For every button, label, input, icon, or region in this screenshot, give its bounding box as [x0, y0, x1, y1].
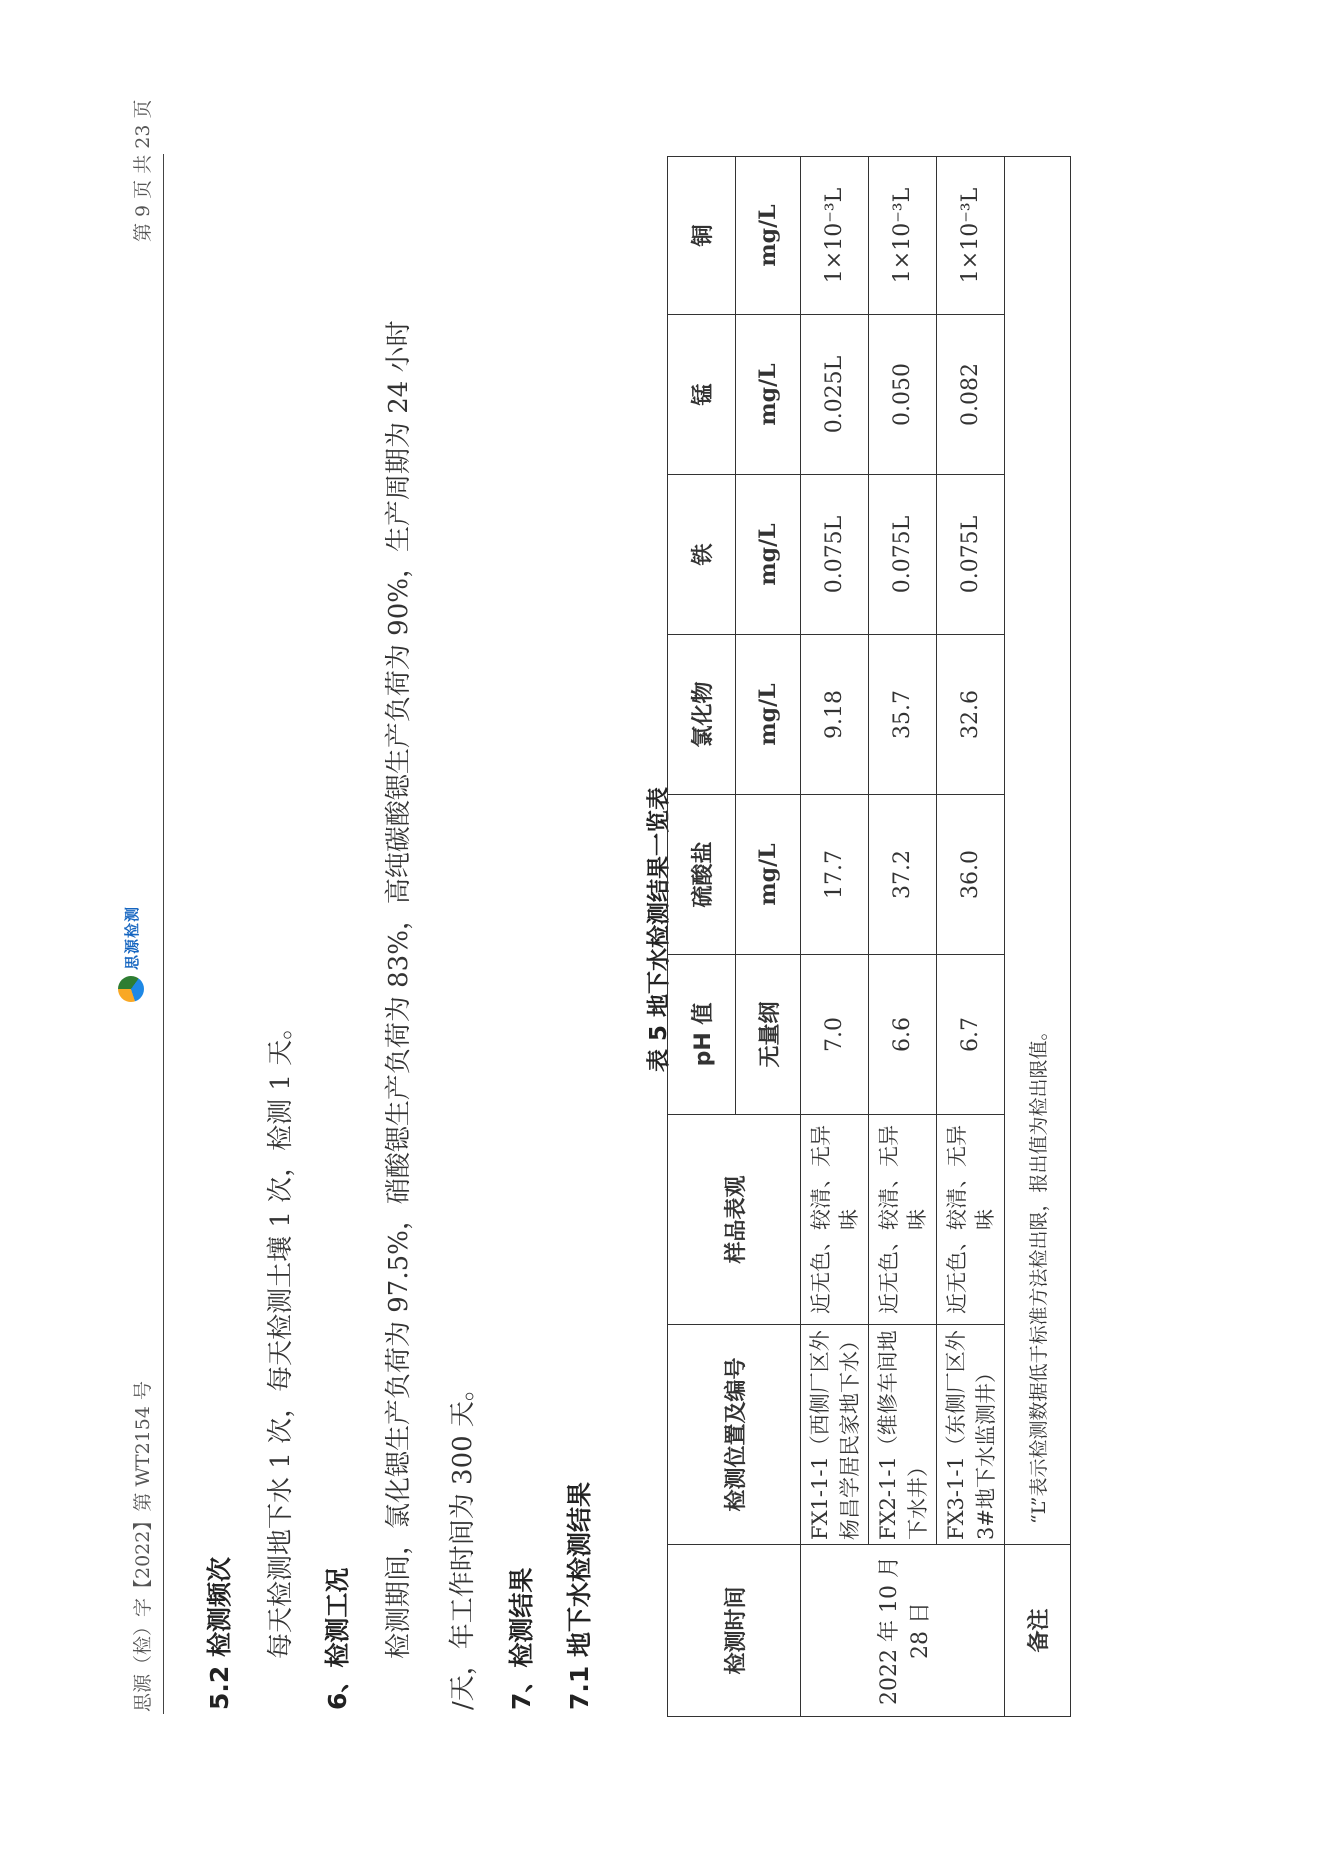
header-location: 检测位置及编号 — [668, 1325, 801, 1545]
section-5-2-title: 5.2 检测频次 — [205, 1557, 234, 1710]
header-copper: 铜 — [668, 157, 736, 315]
sample-appearance: 近无色、较清、无异味 — [801, 1115, 869, 1325]
sample-location: FX2-1-1（维修车间地下水井） — [869, 1325, 937, 1545]
value-chloride: 9.18 — [801, 635, 869, 795]
value-manganese: 0.025L — [801, 315, 869, 475]
value-sulfate: 17.7 — [801, 795, 869, 955]
value-chloride: 32.6 — [937, 635, 1005, 795]
header-sulfate: 硫酸盐 — [668, 795, 736, 955]
unit-copper: mg/L — [736, 157, 801, 315]
unit-manganese: mg/L — [736, 315, 801, 475]
section-6-title: 6、检测工况 — [323, 1567, 352, 1710]
table-row — [801, 157, 869, 1717]
unit-ph: 无量纲 — [736, 955, 801, 1115]
value-iron: 0.075L — [869, 475, 937, 635]
section-7-1-title: 7.1 地下水检测结果 — [565, 1482, 594, 1710]
table-row — [937, 157, 1005, 1717]
header-time: 检测时间 — [668, 1545, 801, 1717]
unit-iron: mg/L — [736, 475, 801, 635]
report-number: 思源（检）字【2022】第 WT2154 号 — [132, 1381, 154, 1712]
value-ph: 7.0 — [801, 955, 869, 1115]
value-sulfate: 36.0 — [937, 795, 1005, 955]
header-divider — [163, 154, 164, 1714]
unit-chloride: mg/L — [736, 635, 801, 795]
sample-appearance: 近无色、较清、无异味 — [937, 1115, 1005, 1325]
value-ph: 6.7 — [937, 955, 1005, 1115]
value-copper: 1×10⁻³L — [937, 157, 1005, 315]
groundwater-results-table — [667, 156, 1071, 1717]
note-text: “L”表示检测数据低于标准方法检出限，报出值为检出限值。 — [1005, 157, 1071, 1545]
table-row — [869, 157, 937, 1717]
page-number: 第 9 页 共 23 页 — [132, 99, 154, 242]
sample-date: 2022 年 10 月 28 日 — [801, 1545, 1005, 1717]
section-7-title: 7、检测结果 — [507, 1567, 536, 1710]
section-5-2-body: 每天检测地下水 1 次，每天检测土壤 1 次，检测 1 天。 — [266, 1013, 296, 1659]
section-6-body-line2: /天，年工作时间为 300 天。 — [448, 1375, 478, 1710]
section-6-body-line1: 检测期间，氯化锶生产负荷为 97.5%，硝酸锶生产负荷为 83%，高纯碳酸锶生产负荷为 90%，生产周期为 24 小时 — [384, 320, 414, 1659]
value-iron: 0.075L — [937, 475, 1005, 635]
value-copper: 1×10⁻³L — [801, 157, 869, 315]
note-row — [1005, 157, 1071, 1717]
header-iron: 铁 — [668, 475, 736, 635]
sample-appearance: 近无色、较清、无异味 — [869, 1115, 937, 1325]
value-manganese: 0.050 — [869, 315, 937, 475]
company-logo — [118, 906, 144, 1002]
note-label: 备注 — [1005, 1545, 1071, 1717]
value-chloride: 35.7 — [869, 635, 937, 795]
sample-location: FX3-1-1（东侧厂区外 3#地下水监测井） — [937, 1325, 1005, 1545]
value-manganese: 0.082 — [937, 315, 1005, 475]
logo-icon — [118, 976, 144, 1002]
value-sulfate: 37.2 — [869, 795, 937, 955]
header-appearance: 样品表观 — [668, 1115, 801, 1325]
value-iron: 0.075L — [801, 475, 869, 635]
logo-text: 思源检测 — [122, 905, 141, 970]
header-manganese: 锰 — [668, 315, 736, 475]
value-copper: 1×10⁻³L — [869, 157, 937, 315]
value-ph: 6.6 — [869, 955, 937, 1115]
header-ph: pH 值 — [668, 955, 736, 1115]
unit-sulfate: mg/L — [736, 795, 801, 955]
table-caption: 表 5 地下水检测结果一览表 — [646, 786, 672, 1072]
sample-location: FX1-1-1（西侧厂区外杨昌学居民家地下水） — [801, 1325, 869, 1545]
header-chloride: 氯化物 — [668, 635, 736, 795]
